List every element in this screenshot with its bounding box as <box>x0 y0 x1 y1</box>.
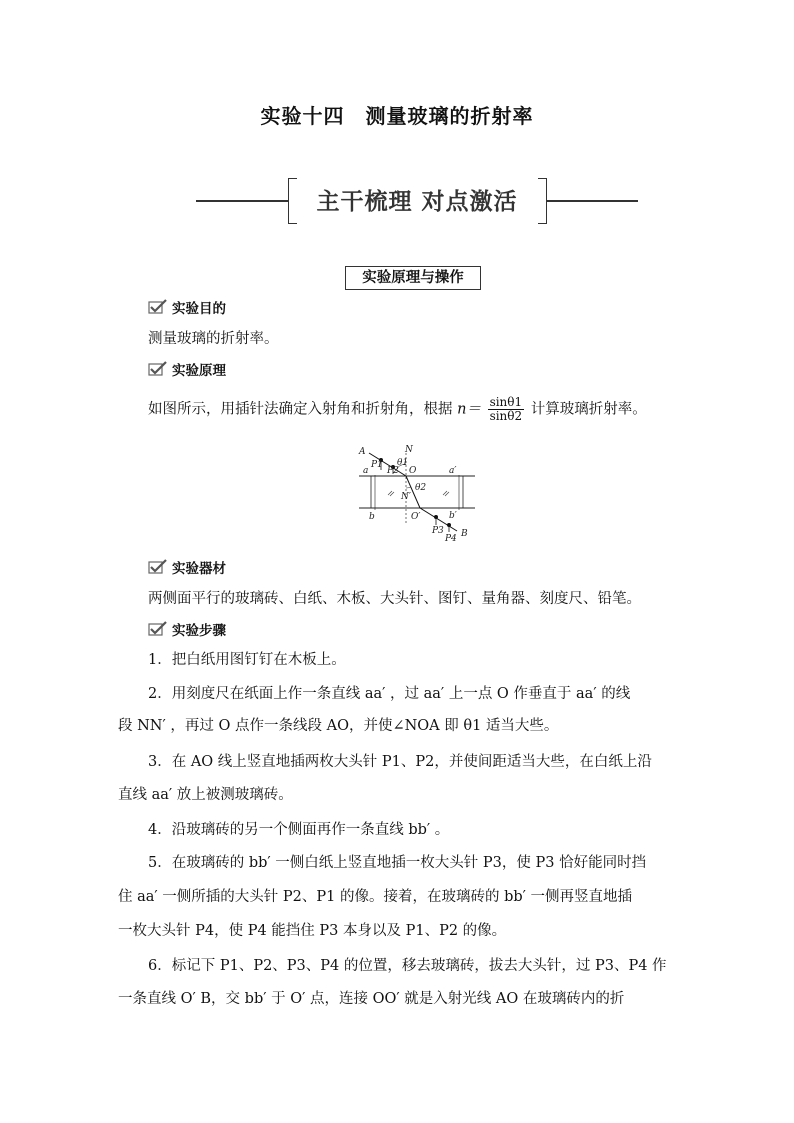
step-2-line-1: 2．用刻度尺在纸面上作一条直线 aa′ ，过 aa′ 上一点 O 作垂直于 aa′ 的线 <box>148 686 631 702</box>
check-icon <box>148 361 168 377</box>
principle-after: 计算玻璃折射率。 <box>530 401 647 418</box>
label-P2: P2 <box>387 466 399 476</box>
banner-title: 主干梳理 对点激活 <box>316 188 518 215</box>
heading-purpose <box>148 297 226 317</box>
heading-steps <box>148 619 226 639</box>
page-title: 实验十四 测量玻璃的折射率 <box>260 104 534 128</box>
heading-equipment-label: 实验器材 <box>172 561 226 577</box>
principle-n-eq: n＝ <box>457 401 481 418</box>
heading-purpose-label: 实验目的 <box>172 301 226 317</box>
section-box-title: 实验原理与操作 <box>345 266 481 290</box>
fraction-numerator: sinθ1 <box>489 395 523 409</box>
banner-right-rule <box>546 200 638 202</box>
step-2-line-2: 段 NN′ ，再过 O 点作一条线段 AO，并使∠NOA 即 θ1 适当大些。 <box>118 718 559 734</box>
label-a: a <box>363 466 369 476</box>
step-4: 4．沿玻璃砖的另一个侧面再作一条直线 bb′ 。 <box>148 822 450 838</box>
principle-text <box>148 396 647 423</box>
step-5-line-2: 住 aa′ 一侧所插的大头针 P2、P1 的像。接着，在玻璃砖的 bb′ 一侧再竖直地插 <box>118 889 633 905</box>
label-O-prime: O′ <box>411 512 421 522</box>
fraction-denominator: sinθ2 <box>489 409 523 423</box>
heading-equipment <box>148 557 226 577</box>
purpose-text: 测量玻璃的折射率。 <box>148 331 279 347</box>
label-A: A <box>359 447 366 457</box>
check-icon <box>148 621 168 637</box>
banner-left-rule <box>196 200 288 202</box>
label-a-prime: a′ <box>449 466 457 476</box>
label-B: B <box>461 529 468 539</box>
refraction-diagram <box>357 443 477 543</box>
label-P4: P4 <box>445 534 457 543</box>
label-N-prime: N′ <box>401 492 411 502</box>
heading-principle-label: 实验原理 <box>172 363 226 379</box>
label-theta2: θ2 <box>415 483 427 493</box>
heading-steps-label: 实验步骤 <box>172 623 226 639</box>
heading-principle <box>148 359 226 379</box>
label-P3: P3 <box>432 526 444 536</box>
equipment-text: 两侧面平行的玻璃砖、白纸、木板、大头针、图钉、量角器、刻度尺、铅笔。 <box>148 591 641 607</box>
label-b-prime: b′ <box>449 511 457 521</box>
label-N: N <box>405 445 413 455</box>
step-6-line-1: 6．标记下 P1、P2、P3、P4 的位置，移去玻璃砖，拔去大头针，过 P3、P4 作 <box>148 958 667 974</box>
step-6-line-2: 一条直线 O′ B，交 bb′ 于 O′ 点，连接 OO′ 就是入射光线 AO 在玻璃砖内的折 <box>118 991 625 1007</box>
principle-before: 如图所示，用插针法确定入射角和折射角，根据 <box>148 401 453 418</box>
step-5-line-1: 5．在玻璃砖的 bb′ 一侧白纸上竖直地插一枚大头针 P3，使 P3 恰好能同时挡 <box>148 855 647 871</box>
sin-ratio-fraction <box>488 396 525 423</box>
section-banner <box>196 176 638 224</box>
step-5-line-3: 一枚大头针 P4，使 P4 能挡住 P3 本身以及 P1、P2 的像。 <box>118 923 507 939</box>
label-b: b <box>369 512 375 522</box>
step-3-line-1: 3．在 AO 线上竖直地插两枚大头针 P1、P2，并使间距适当大些，在白纸上沿 <box>148 754 652 770</box>
label-theta1: θ1 <box>397 458 409 468</box>
angle-theta2-arc <box>406 487 411 488</box>
label-P1: P1 <box>371 460 383 470</box>
check-icon <box>148 299 168 315</box>
step-1: 1．把白纸用图钉钉在木板上。 <box>148 652 346 668</box>
step-3-line-2: 直线 aa′ 放上被测玻璃砖。 <box>118 787 293 803</box>
check-icon <box>148 559 168 575</box>
label-O: O <box>409 466 417 476</box>
